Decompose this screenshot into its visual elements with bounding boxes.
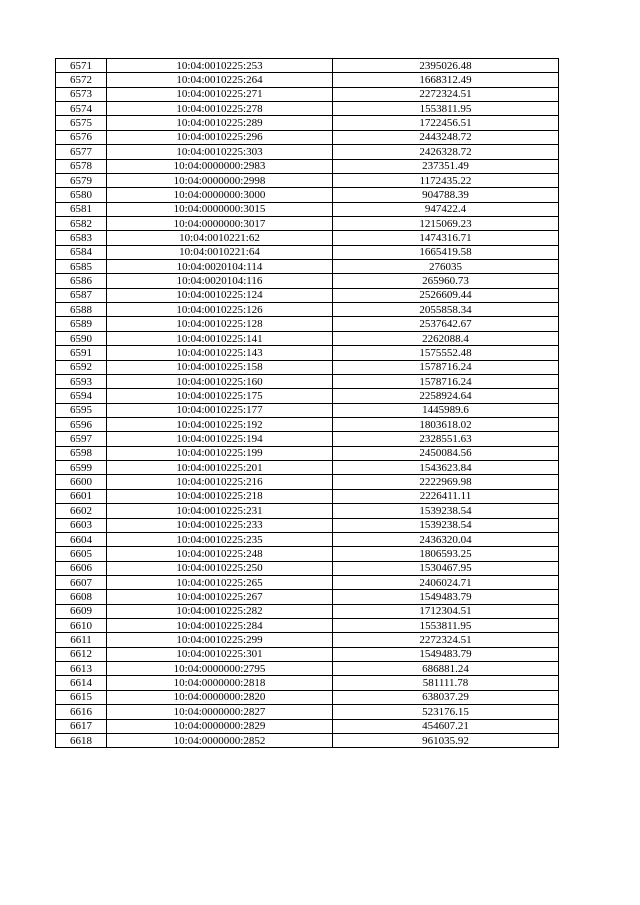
cadastral-number-cell: 10:04:0010225:199 [107,446,333,460]
row-number-cell: 6612 [56,647,107,661]
row-number-cell: 6583 [56,231,107,245]
value-cell: 1803618.02 [333,417,559,431]
table-row [56,173,559,187]
row-number-cell: 6592 [56,360,107,374]
row-number-cell: 6597 [56,432,107,446]
value-cell: 2055858.34 [333,303,559,317]
row-number-cell: 6613 [56,662,107,676]
table-row [56,59,559,73]
cadastral-number-cell: 10:04:0010225:303 [107,145,333,159]
table-row [56,633,559,647]
table-row [56,303,559,317]
row-number-cell: 6588 [56,303,107,317]
row-number-cell: 6576 [56,130,107,144]
row-number-cell: 6600 [56,475,107,489]
table-row [56,518,559,532]
value-cell: 961035.92 [333,733,559,747]
table-row [56,446,559,460]
value-cell: 1539238.54 [333,504,559,518]
cadastral-number-cell: 10:04:0010225:278 [107,102,333,116]
row-number-cell: 6574 [56,102,107,116]
row-number-cell: 6589 [56,317,107,331]
value-cell: 2537642.67 [333,317,559,331]
value-cell: 1474316.71 [333,231,559,245]
row-number-cell: 6616 [56,705,107,719]
table-row [56,231,559,245]
row-number-cell: 6571 [56,59,107,73]
cadastral-number-cell: 10:04:0010225:265 [107,575,333,589]
table-row [56,561,559,575]
value-cell: 947422.4 [333,202,559,216]
value-cell: 638037.29 [333,690,559,704]
row-number-cell: 6594 [56,389,107,403]
row-number-cell: 6617 [56,719,107,733]
cadastral-number-cell: 10:04:0010225:233 [107,518,333,532]
table-row [56,461,559,475]
cadastral-number-cell: 10:04:0010225:267 [107,590,333,604]
table-row [56,489,559,503]
cadastral-number-cell: 10:04:0010225:253 [107,59,333,73]
table-row [56,159,559,173]
cadastral-number-cell: 10:04:0010225:158 [107,360,333,374]
value-cell: 2226411.11 [333,489,559,503]
value-cell: 1549483.79 [333,647,559,661]
cadastral-number-cell: 10:04:0010225:296 [107,130,333,144]
table-row [56,317,559,331]
table-row [56,475,559,489]
row-number-cell: 6581 [56,202,107,216]
cadastral-number-cell: 10:04:0000000:2998 [107,173,333,187]
row-number-cell: 6602 [56,504,107,518]
value-cell: 265960.73 [333,274,559,288]
value-cell: 1215069.23 [333,216,559,230]
value-cell: 1172435.22 [333,173,559,187]
cadastral-number-cell: 10:04:0010225:282 [107,604,333,618]
table-row [56,260,559,274]
value-cell: 1445989.6 [333,403,559,417]
table-row [56,116,559,130]
cadastral-number-cell: 10:04:0000000:2983 [107,159,333,173]
cadastral-number-cell: 10:04:0000000:3017 [107,216,333,230]
value-cell: 1578716.24 [333,374,559,388]
table-row [56,647,559,661]
row-number-cell: 6579 [56,173,107,187]
cadastral-number-cell: 10:04:0010225:248 [107,547,333,561]
cadastral-number-cell: 10:04:0010225:289 [107,116,333,130]
row-number-cell: 6601 [56,489,107,503]
value-cell: 1722456.51 [333,116,559,130]
row-number-cell: 6596 [56,417,107,431]
row-number-cell: 6587 [56,288,107,302]
cadastral-number-cell: 10:04:0010225:192 [107,417,333,431]
table-row [56,130,559,144]
row-number-cell: 6577 [56,145,107,159]
value-cell: 1553811.95 [333,102,559,116]
value-cell: 686881.24 [333,662,559,676]
cadastral-number-cell: 10:04:0010225:128 [107,317,333,331]
row-number-cell: 6586 [56,274,107,288]
row-number-cell: 6603 [56,518,107,532]
row-number-cell: 6575 [56,116,107,130]
value-cell: 2450084.56 [333,446,559,460]
table-row [56,274,559,288]
value-cell: 1553811.95 [333,619,559,633]
row-number-cell: 6611 [56,633,107,647]
cadastral-number-cell: 10:04:0010221:62 [107,231,333,245]
cadastral-number-cell: 10:04:0010225:124 [107,288,333,302]
table-row [56,733,559,747]
value-cell: 1575552.48 [333,346,559,360]
value-cell: 1549483.79 [333,590,559,604]
row-number-cell: 6593 [56,374,107,388]
row-number-cell: 6618 [56,733,107,747]
value-cell: 1578716.24 [333,360,559,374]
table-row [56,705,559,719]
cadastral-number-cell: 10:04:0000000:2820 [107,690,333,704]
value-cell: 1712304.51 [333,604,559,618]
value-cell: 1665419.58 [333,245,559,259]
table-row [56,590,559,604]
value-cell: 1806593.25 [333,547,559,561]
value-cell: 276035 [333,260,559,274]
value-cell: 581111.78 [333,676,559,690]
value-cell: 2406024.71 [333,575,559,589]
value-cell: 1539238.54 [333,518,559,532]
row-number-cell: 6606 [56,561,107,575]
cadastral-number-cell: 10:04:0010225:231 [107,504,333,518]
table-row [56,102,559,116]
cadastral-number-cell: 10:04:0000000:2827 [107,705,333,719]
data-table [55,58,559,748]
table-row [56,245,559,259]
value-cell: 2443248.72 [333,130,559,144]
cadastral-number-cell: 10:04:0010225:264 [107,73,333,87]
table-row [56,346,559,360]
value-cell: 2222969.98 [333,475,559,489]
cadastral-number-cell: 10:04:0010225:250 [107,561,333,575]
value-cell: 2526609.44 [333,288,559,302]
table-row [56,145,559,159]
row-number-cell: 6614 [56,676,107,690]
row-number-cell: 6604 [56,532,107,546]
cadastral-number-cell: 10:04:0010225:126 [107,303,333,317]
value-cell: 2328551.63 [333,432,559,446]
table-row [56,87,559,101]
row-number-cell: 6580 [56,188,107,202]
value-cell: 1668312.49 [333,73,559,87]
cadastral-number-cell: 10:04:0010225:175 [107,389,333,403]
row-number-cell: 6584 [56,245,107,259]
row-number-cell: 6590 [56,331,107,345]
value-cell: 904788.39 [333,188,559,202]
table-row [56,188,559,202]
value-cell: 2436320.04 [333,532,559,546]
row-number-cell: 6607 [56,575,107,589]
value-cell: 1530467.95 [333,561,559,575]
row-number-cell: 6608 [56,590,107,604]
row-number-cell: 6595 [56,403,107,417]
row-number-cell: 6598 [56,446,107,460]
table-row [56,389,559,403]
row-number-cell: 6572 [56,73,107,87]
table-row [56,216,559,230]
value-cell: 454607.21 [333,719,559,733]
table-row [56,619,559,633]
table-row [56,331,559,345]
cadastral-number-cell: 10:04:0000000:2852 [107,733,333,747]
table-body [56,59,559,748]
cadastral-number-cell: 10:04:0020104:114 [107,260,333,274]
value-cell: 2258924.64 [333,389,559,403]
cadastral-number-cell: 10:04:0010225:301 [107,647,333,661]
value-cell: 2426328.72 [333,145,559,159]
cadastral-number-cell: 10:04:0010225:141 [107,331,333,345]
table-row [56,504,559,518]
cadastral-number-cell: 10:04:0010225:194 [107,432,333,446]
cadastral-number-cell: 10:04:0010221:64 [107,245,333,259]
cadastral-number-cell: 10:04:0010225:284 [107,619,333,633]
value-cell: 2272324.51 [333,87,559,101]
value-cell: 1543623.84 [333,461,559,475]
cadastral-number-cell: 10:04:0000000:3015 [107,202,333,216]
table-row [56,719,559,733]
row-number-cell: 6573 [56,87,107,101]
cadastral-number-cell: 10:04:0010225:177 [107,403,333,417]
value-cell: 523176.15 [333,705,559,719]
cadastral-number-cell: 10:04:0000000:2795 [107,662,333,676]
row-number-cell: 6578 [56,159,107,173]
cadastral-number-cell: 10:04:0010225:216 [107,475,333,489]
cadastral-number-cell: 10:04:0010225:143 [107,346,333,360]
cadastral-number-cell: 10:04:0010225:271 [107,87,333,101]
table-row [56,417,559,431]
table-row [56,202,559,216]
cadastral-number-cell: 10:04:0010225:160 [107,374,333,388]
row-number-cell: 6591 [56,346,107,360]
table-row [56,288,559,302]
value-cell: 237351.49 [333,159,559,173]
table-row [56,374,559,388]
table-row [56,360,559,374]
row-number-cell: 6605 [56,547,107,561]
cadastral-number-cell: 10:04:0020104:116 [107,274,333,288]
cadastral-number-cell: 10:04:0000000:2829 [107,719,333,733]
cadastral-number-cell: 10:04:0010225:201 [107,461,333,475]
table-row [56,403,559,417]
row-number-cell: 6610 [56,619,107,633]
cadastral-number-cell: 10:04:0010225:235 [107,532,333,546]
table-row [56,604,559,618]
row-number-cell: 6609 [56,604,107,618]
row-number-cell: 6615 [56,690,107,704]
row-number-cell: 6599 [56,461,107,475]
cadastral-number-cell: 10:04:0010225:218 [107,489,333,503]
table-row [56,575,559,589]
table-row [56,690,559,704]
cadastral-number-cell: 10:04:0010225:299 [107,633,333,647]
value-cell: 2395026.48 [333,59,559,73]
cadastral-number-cell: 10:04:0000000:3000 [107,188,333,202]
row-number-cell: 6582 [56,216,107,230]
table-row [56,676,559,690]
table-row [56,662,559,676]
value-cell: 2272324.51 [333,633,559,647]
value-cell: 2262088.4 [333,331,559,345]
row-number-cell: 6585 [56,260,107,274]
table-row [56,73,559,87]
cadastral-number-cell: 10:04:0000000:2818 [107,676,333,690]
table-row [56,532,559,546]
table-row [56,547,559,561]
table-row [56,432,559,446]
